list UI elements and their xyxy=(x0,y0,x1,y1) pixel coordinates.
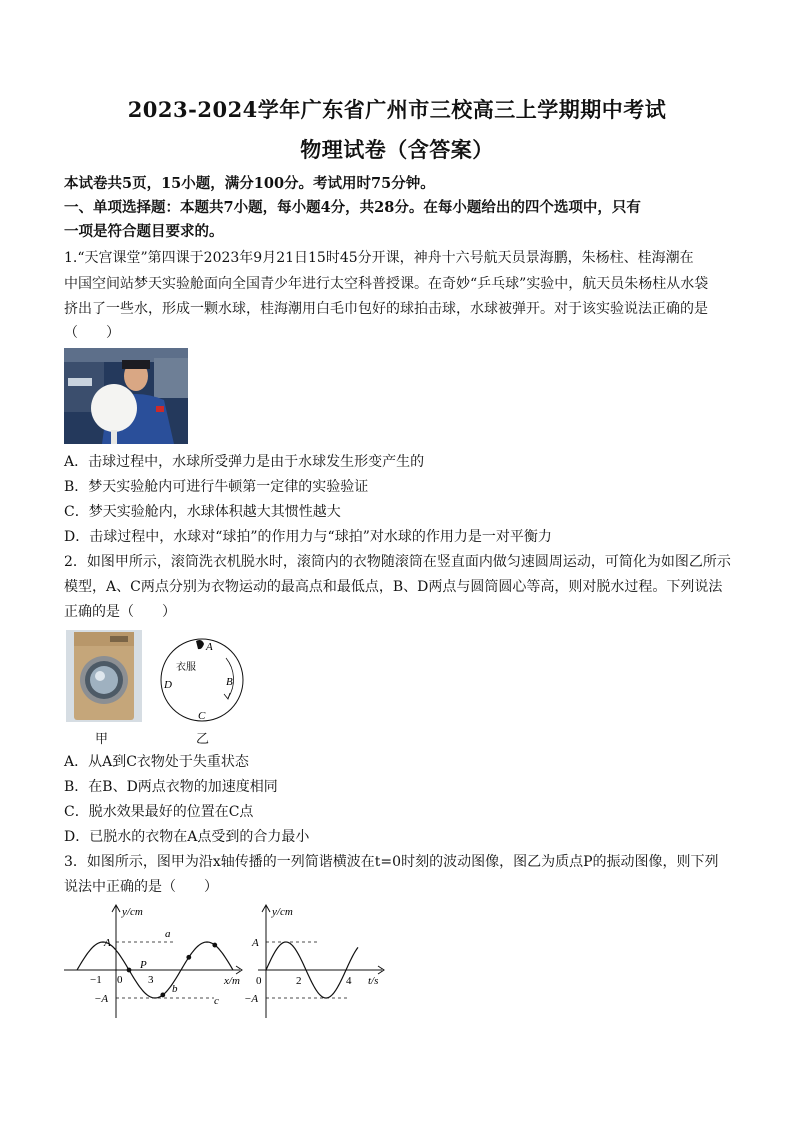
q2-label-d: D xyxy=(164,679,172,691)
q2-option-b: B．在B、D两点衣物的加速度相同 xyxy=(64,779,278,795)
wave-point-p xyxy=(127,968,132,973)
q2-option-a: A．从A到C衣物处于失重状态 xyxy=(64,754,249,770)
wave-point-b xyxy=(186,955,191,960)
wave-xtick-0: 0 xyxy=(117,974,123,986)
exam-subtitle: 物理试卷（含答案） xyxy=(300,137,494,162)
wave-point-label-c: c xyxy=(214,995,219,1007)
vib-xtick-0: 0 xyxy=(256,975,262,987)
wave-point-label-a: a xyxy=(165,928,171,940)
q1-option-a: A．击球过程中，水球所受弹力是由于水球发生形变产生的 xyxy=(64,454,425,470)
vib-xlabel: t/s xyxy=(368,975,379,987)
wave-point-label-p: P xyxy=(140,959,147,971)
vib-ylabel: y/cm xyxy=(272,906,293,918)
exam-title: 2023-2024学年广东省广州市三校高三上学期期中考试 xyxy=(127,97,667,122)
q2-stem-line3: 正确的是（ ） xyxy=(64,604,176,620)
wave-point-label-b: b xyxy=(172,983,178,995)
q1-option-b: B．梦天实验舱内可进行牛顿第一定律的实验验证 xyxy=(64,479,369,495)
q2-option-c: C．脱水效果最好的位置在C点 xyxy=(64,804,254,820)
q2-label-c: C xyxy=(198,710,206,722)
wave-ytick-neg-a: −A xyxy=(94,993,109,1005)
q2-label-a: A xyxy=(206,641,213,653)
wave-xtick-3: 3 xyxy=(148,974,154,986)
q1-stem-line3: 挤出了一些水，形成一颗水球，桂海潮用白毛巾包好的球拍击球，水球被弹开。对于该实验说法正确的是 xyxy=(64,301,708,317)
q2-label-b: B xyxy=(226,676,233,688)
q1-stem-line1: 1.“天宫课堂”第四课于2023年9月21日15时45分开课，神舟十六号航天员景海鹏，朱杨柱、桂海潮在 xyxy=(64,250,694,266)
wave-ylabel: y/cm xyxy=(122,906,143,918)
q1-astronaut-photo xyxy=(64,348,188,444)
q1-stem-line4: （ ） xyxy=(64,325,120,341)
vib-ytick-neg-a: −A xyxy=(244,993,259,1005)
q2-caption-jia: 甲 xyxy=(95,732,109,747)
q3-vibration-graph xyxy=(244,900,389,1022)
vib-xtick-2: 2 xyxy=(296,975,302,987)
wave-ytick-a: A xyxy=(104,937,111,949)
q2-drum-diagram xyxy=(158,636,248,726)
wave-xtick-neg1: −1 xyxy=(90,974,102,986)
q2-washing-machine-photo xyxy=(66,630,142,722)
wave-point-c xyxy=(212,943,217,948)
vib-ytick-a: A xyxy=(252,937,259,949)
q2-label-cloth: 衣服 xyxy=(176,662,196,673)
q3-stem-line2: 说法中正确的是（ ） xyxy=(64,879,218,895)
vib-xtick-4: 4 xyxy=(346,975,352,987)
exam-intro: 本试卷共5页，15小题，满分100分。考试用时75分钟。 xyxy=(64,175,435,192)
q2-stem-line1: 2．如图甲所示，滚筒洗衣机脱水时，滚筒内的衣物随滚筒在竖直面内做匀速圆周运动，可简化为如图乙所示 xyxy=(64,554,731,570)
q3-stem-line1: 3．如图所示，图甲为沿x轴传播的一列简谐横波在t=0时刻的波动图像，图乙为质点P的振动图像，则下列 xyxy=(64,854,719,870)
wave-point-a xyxy=(160,993,165,998)
q2-caption-yi: 乙 xyxy=(196,732,210,747)
q1-option-d: D．击球过程中，水球对“球拍”的作用力与“球拍”对水球的作用力是一对平衡力 xyxy=(64,529,552,545)
section-heading-line2: 一项是符合题目要求的。 xyxy=(64,223,224,240)
section-heading-line1: 一、单项选择题：本题共7小题，每小题4分，共28分。在每小题给出的四个选项中，只有 xyxy=(64,199,641,216)
q2-stem-line2: 模型，A、C两点分别为衣物运动的最高点和最低点，B、D两点与圆筒圆心等高，则对脱水过程。下列说法 xyxy=(64,579,723,595)
q3-wave-graph xyxy=(64,900,249,1022)
q1-option-c: C．梦天实验舱内，水球体积越大其惯性越大 xyxy=(64,504,341,520)
q1-stem-line2: 中国空间站梦天实验舱面向全国青少年进行太空科普授课。在奇妙“乒乓球”实验中，航天员朱杨柱从水袋 xyxy=(64,276,709,292)
q2-option-d: D．已脱水的衣物在A点受到的合力最小 xyxy=(64,829,310,845)
wave-xlabel: x/m xyxy=(224,975,240,987)
